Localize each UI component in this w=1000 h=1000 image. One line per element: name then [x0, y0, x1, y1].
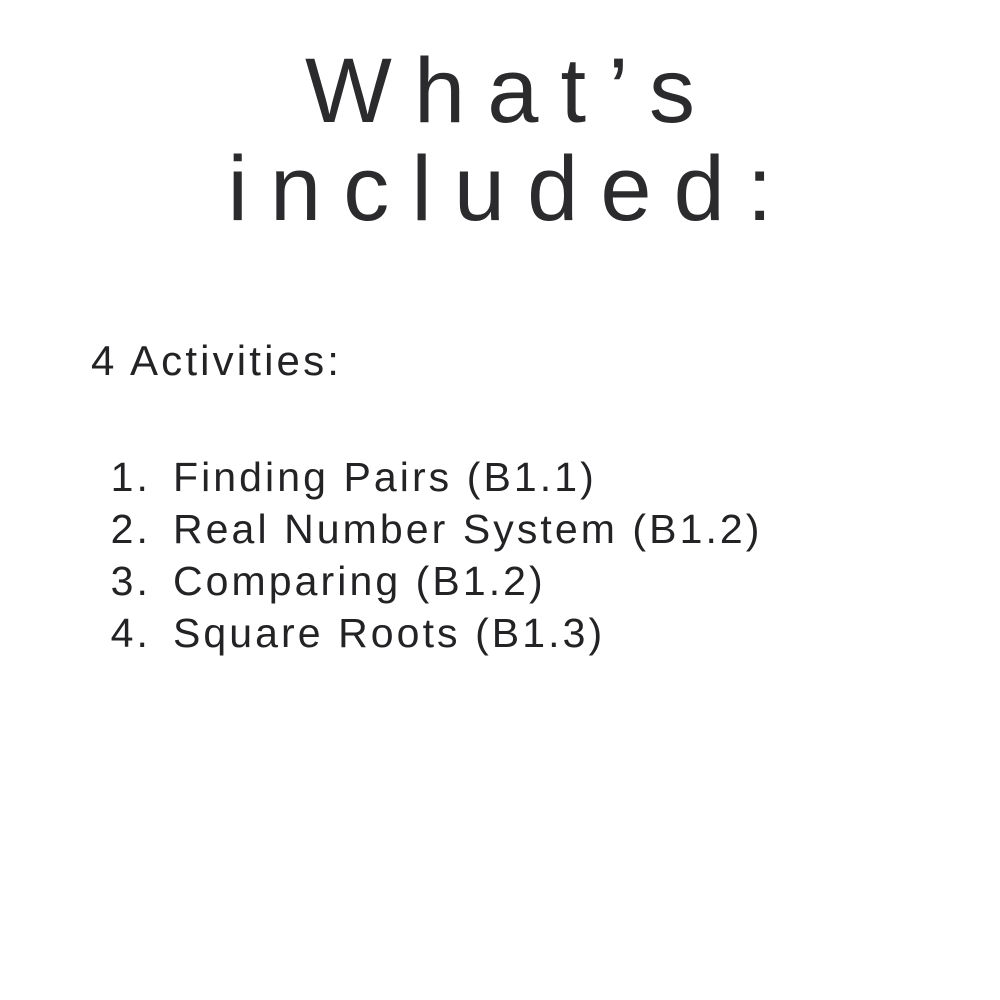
list-item-number: 1.	[110, 453, 151, 500]
list-item	[91, 503, 1000, 555]
list-item-label: Real Number System (B1.2)	[173, 505, 763, 552]
activity-list	[91, 451, 1000, 659]
list-item-label: Square Roots (B1.3)	[173, 609, 606, 656]
page-title-line-2: included:	[227, 138, 795, 241]
page-title	[0, 0, 1000, 239]
content-block	[0, 337, 1000, 659]
list-item-label: Finding Pairs (B1.1)	[173, 453, 597, 500]
list-item-number: 3.	[110, 557, 151, 604]
list-item	[91, 607, 1000, 659]
page-title-line-1: What’s	[305, 40, 718, 142]
list-item	[91, 451, 1000, 503]
list-item	[91, 555, 1000, 607]
list-item-number: 4.	[110, 609, 151, 656]
list-item-label: Comparing (B1.2)	[173, 557, 546, 604]
list-item-number: 2.	[110, 505, 151, 552]
activities-count-heading: 4 Activities:	[91, 336, 343, 384]
